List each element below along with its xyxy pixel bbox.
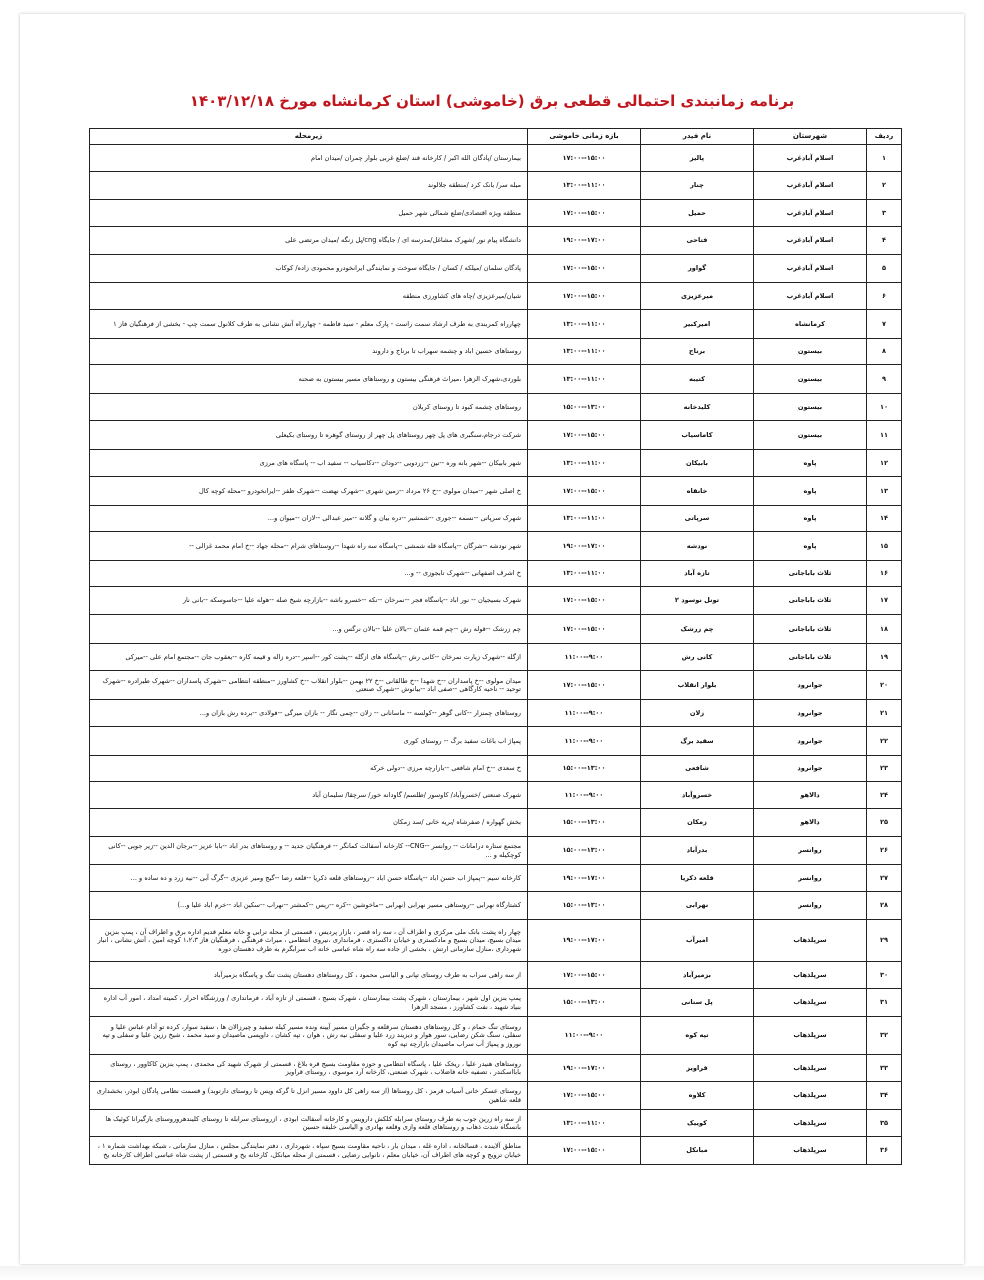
cell-area: کشتارگاه نهرابی --روستاهی مسیر نهرابی (نهرابی --ماخوشین --کره --ریس --کمشتر --نهراب --سکین اباد --خرم اباد علیا و...) <box>90 892 528 920</box>
document-page <box>20 14 964 1264</box>
cell-city: بیستون <box>754 365 867 394</box>
cell-row-no: ۲۴ <box>867 782 902 809</box>
cell-city: سرپلذهاب <box>754 989 867 1017</box>
cell-area: خ سعدی --خ امام شافعی --بازارچه مرزی --دولی خرکه <box>90 756 528 782</box>
cell-area: شهرک بسیجیان -- نور اباد --پاسگاه فجر --نمرخان --نکه --خسرو باشه --بازارچه شیخ صله --هوله علیا --جاسوسکه --بانی نار <box>90 587 528 615</box>
cell-city: ثلاث باباجانی <box>754 615 867 644</box>
cell-city: جوانرود <box>754 727 867 756</box>
cell-time: ۱۵:۰۰--۱۷:۰۰ <box>528 255 641 283</box>
cell-time: ۱۵:۰۰--۱۷:۰۰ <box>528 145 641 172</box>
table-row <box>90 310 902 339</box>
cell-city: سرپلذهاب <box>754 1082 867 1110</box>
cell-feeder: کاماسیاب <box>641 421 754 450</box>
cell-feeder: حمیل <box>641 200 754 227</box>
cell-area: شهر نودشه --شرگان --پاسگاه قله شمشی --پاسگاه سه راه شهدا --روستاهای شرام --محله جهاد --خ امام محمد غزالی -- <box>90 532 528 561</box>
cell-time: ۱۷:۰۰--۱۹:۰۰ <box>528 227 641 255</box>
cell-feeder: پل ستانی <box>641 989 754 1017</box>
cell-city: ثلاث باباجانی <box>754 561 867 587</box>
cell-time: ۱۷:۰۰--۱۹:۰۰ <box>528 920 641 962</box>
table-row <box>90 506 902 532</box>
table-row <box>90 283 902 310</box>
cell-row-no: ۱۱ <box>867 421 902 450</box>
cell-time: ۱۵:۰۰--۱۷:۰۰ <box>528 1137 641 1165</box>
outage-schedule-table <box>89 128 902 1165</box>
cell-feeder: تونل نوسود ۲ <box>641 587 754 615</box>
cell-row-no: ۲۶ <box>867 837 902 865</box>
cell-city: کرمانشاه <box>754 310 867 339</box>
cell-feeder: سرپاتی <box>641 506 754 532</box>
cell-feeder: فتاحی <box>641 227 754 255</box>
cell-feeder: بزمیرآباد <box>641 962 754 989</box>
cell-area: شرکت درجام،سنگبری های پل چهر روستاهای پل چهر از روستای گوهره تا روستای بکیعلی <box>90 421 528 450</box>
cell-area: از سه راه زرین جوب به طرف روستای سرابله کلکش دارویس و کارخانه آسفالت ابوذی ، ازروستای سرابله تا روستای کلیندهروروستای بازگیرانا کوئیک ها بانسگاه شدت ذهاب و روستاهای قلعه وازی وقلعه بهادری و الیاسی خلیفه حسین <box>90 1110 528 1137</box>
cell-feeder: زمکان <box>641 809 754 837</box>
cell-feeder: چنار <box>641 172 754 200</box>
cell-time: ۹:۰۰--۱۱:۰۰ <box>528 644 641 671</box>
cell-city: روانسر <box>754 892 867 920</box>
table-row <box>90 700 902 727</box>
cell-city: بیستون <box>754 421 867 450</box>
page-edge-shadow <box>0 1266 984 1280</box>
cell-feeder: چم زرشک <box>641 615 754 644</box>
table-row <box>90 339 902 365</box>
cell-row-no: ۹ <box>867 365 902 394</box>
table-row <box>90 172 902 200</box>
cell-feeder: خسروآباد <box>641 782 754 809</box>
cell-city: اسلام آبادغرب <box>754 172 867 200</box>
cell-city: بیستون <box>754 394 867 421</box>
cell-time: ۱۵:۰۰--۱۷:۰۰ <box>528 283 641 310</box>
cell-area: روستاهای چشمه کبود تا روستای کربلان <box>90 394 528 421</box>
table-row <box>90 200 902 227</box>
cell-time: ۱۳:۰۰--۱۵:۰۰ <box>528 837 641 865</box>
cell-row-no: ۱ <box>867 145 902 172</box>
cell-feeder: کتیبه <box>641 365 754 394</box>
cell-area: پادگان سلمان /میلکه / کسان / جایگاه سوخت و نمایندگی ایرانخودرو محمودی زاده/ کوکاب <box>90 255 528 283</box>
cell-row-no: ۲۷ <box>867 865 902 892</box>
table-body <box>90 145 902 1165</box>
cell-time: ۹:۰۰--۱۱:۰۰ <box>528 782 641 809</box>
cell-row-no: ۷ <box>867 310 902 339</box>
cell-area: چهارراه کمربندی به طرف ارشاد سمت راست - پارک معلم - سید فاطمه - چهارراه آتش نشانی به طرف کلانول سمت چپ - بخشی از فرهنگیان فاز ۱ <box>90 310 528 339</box>
cell-row-no: ۴ <box>867 227 902 255</box>
table-row <box>90 1137 902 1165</box>
table-row <box>90 255 902 283</box>
cell-time: ۹:۰۰--۱۱:۰۰ <box>528 700 641 727</box>
table-row <box>90 671 902 700</box>
cell-city: جوانرود <box>754 700 867 727</box>
cell-area: شهر بابیکان --شهر بانه وره --نین --زردویی --دودان --دکاسیاب -- سفید اب -- پاسگاه های مرزی <box>90 450 528 477</box>
cell-area: بخش گهواره / صفرشاه /بریه خانی /سد زمکان <box>90 809 528 837</box>
cell-row-no: ۲۱ <box>867 700 902 727</box>
header-row-no: ردیف <box>867 129 902 145</box>
cell-row-no: ۳۳ <box>867 1055 902 1082</box>
table-row <box>90 477 902 506</box>
cell-city: سرپلذهاب <box>754 920 867 962</box>
cell-feeder: زلان <box>641 700 754 727</box>
cell-row-no: ۲۲ <box>867 727 902 756</box>
cell-feeder: امیرکبیر <box>641 310 754 339</box>
cell-row-no: ۳۲ <box>867 1017 902 1055</box>
cell-time: ۱۵:۰۰--۱۷:۰۰ <box>528 962 641 989</box>
table-row <box>90 1110 902 1137</box>
header-time: بازه زمانی خاموشی <box>528 129 641 145</box>
cell-area: پمپ بنزین اول شهر ، بیمارستان ، شهرک پشت بیمارستان ، شهرک بسیج ، قسمتی از تازه آباد ، فرمانداری / ورزشگاه احرار ، کمیته امداد ، امور آب اداره بنیاد شهید ، نفت کشاورز ، مسجد الزهرا <box>90 989 528 1017</box>
cell-time: ۱۷:۰۰--۱۹:۰۰ <box>528 1055 641 1082</box>
cell-city: جوانرود <box>754 671 867 700</box>
cell-area: روستاهای هنیدر علیا ، ریخک علیا ، پاسگاه انتظامی و حوزه مقاومت بسیج قره بلاغ ، قسمتی از شهرک شهید کی محمدی ، پمپ بنزین کاکاوور ، روستای بابااسکندر ، تصفیه خانه فاضلاب ، شهرک صنعتی، کارخانه آرد موسوی ، روستای قراویز <box>90 1055 528 1082</box>
table-row <box>90 962 902 989</box>
cell-row-no: ۲۸ <box>867 892 902 920</box>
cell-city: جوانرود <box>754 756 867 782</box>
cell-feeder: مبانکل <box>641 1137 754 1165</box>
cell-city: ثلاث باباجانی <box>754 587 867 615</box>
cell-city: پاوه <box>754 477 867 506</box>
cell-feeder: گواور <box>641 255 754 283</box>
cell-time: ۱۱:۰۰--۱۳:۰۰ <box>528 172 641 200</box>
cell-time: ۱۷:۰۰--۱۹:۰۰ <box>528 865 641 892</box>
cell-row-no: ۱۳ <box>867 477 902 506</box>
cell-time: ۱۱:۰۰--۱۳:۰۰ <box>528 365 641 394</box>
table-row <box>90 989 902 1017</box>
table-row <box>90 145 902 172</box>
cell-feeder: امیرآب <box>641 920 754 962</box>
table-row <box>90 1017 902 1055</box>
cell-feeder: قراویز <box>641 1055 754 1082</box>
table-row <box>90 421 902 450</box>
cell-area: ازگله --شهرک زیارت نمرخان --کانی رش --پاسگاه های ازگله --پشت کور --اسپر --دره زاله و قیمه کاره --یعقوب جان --مجتمع امام علی --میرکی <box>90 644 528 671</box>
table-row <box>90 394 902 421</box>
cell-row-no: ۱۴ <box>867 506 902 532</box>
cell-area: میله سر/ بانک کرد /منطقه جلالوند <box>90 172 528 200</box>
table-row <box>90 1082 902 1110</box>
cell-time: ۱۵:۰۰--۱۷:۰۰ <box>528 421 641 450</box>
cell-feeder: کلیدخانه <box>641 394 754 421</box>
cell-area: چم زرشک --قوله رش --چم قمه عثمان --بالان علیا --بالان نرگس و... <box>90 615 528 644</box>
cell-feeder: نهرابی <box>641 892 754 920</box>
cell-area: روستاهای حسین اباد و چشمه سهراب تا برناج و داروند <box>90 339 528 365</box>
cell-time: ۱۱:۰۰--۱۳:۰۰ <box>528 506 641 532</box>
cell-time: ۹:۰۰--۱۱:۰۰ <box>528 1017 641 1055</box>
cell-row-no: ۳۶ <box>867 1137 902 1165</box>
cell-feeder: کوییک <box>641 1110 754 1137</box>
cell-city: دالاهو <box>754 782 867 809</box>
cell-city: روانسر <box>754 865 867 892</box>
cell-city: سرپلذهاب <box>754 1137 867 1165</box>
cell-feeder: سفید برگ <box>641 727 754 756</box>
table-row <box>90 865 902 892</box>
cell-row-no: ۶ <box>867 283 902 310</box>
cell-city: اسلام آبادغرب <box>754 227 867 255</box>
cell-area: دانشگاه پیام نور /شهرک مشاغل/مدرسه ای / جایگاه cng/پل زنگه /میدان مرتضی علی <box>90 227 528 255</box>
table-row <box>90 756 902 782</box>
table-row <box>90 450 902 477</box>
cell-city: بیستون <box>754 339 867 365</box>
cell-time: ۱۷:۰۰--۱۹:۰۰ <box>528 532 641 561</box>
cell-time: ۱۳:۰۰--۱۵:۰۰ <box>528 756 641 782</box>
cell-city: اسلام آبادغرب <box>754 255 867 283</box>
cell-city: اسلام آبادغرب <box>754 200 867 227</box>
cell-feeder: پالیز <box>641 145 754 172</box>
cell-time: ۱۵:۰۰--۱۷:۰۰ <box>528 671 641 700</box>
table-row <box>90 809 902 837</box>
header-area: زیرمحله <box>90 129 528 145</box>
cell-feeder: کلاوه <box>641 1082 754 1110</box>
cell-time: ۱۵:۰۰--۱۷:۰۰ <box>528 587 641 615</box>
cell-row-no: ۲۰ <box>867 671 902 700</box>
cell-feeder: بدرآباد <box>641 837 754 865</box>
cell-time: ۱۱:۰۰--۱۳:۰۰ <box>528 1110 641 1137</box>
cell-time: ۱۳:۰۰--۱۵:۰۰ <box>528 989 641 1017</box>
cell-city: اسلام آبادغرب <box>754 145 867 172</box>
cell-area: خ اصلی شهر --میدان مولوی --خ ۲۶ مرداد --زمین شهری --شهرک نهضت --شهرک ظفر --ایرانخودرو --محله کوچه کال <box>90 477 528 506</box>
cell-row-no: ۲۳ <box>867 756 902 782</box>
cell-city: سرپلذهاب <box>754 962 867 989</box>
table-row <box>90 615 902 644</box>
table-row <box>90 1055 902 1082</box>
cell-area: منطقه ویژه اقتصادی/ضلع شمالی شهر حمیل <box>90 200 528 227</box>
cell-city: روانسر <box>754 837 867 865</box>
cell-feeder: نودشه <box>641 532 754 561</box>
cell-city: سرپلذهاب <box>754 1017 867 1055</box>
cell-time: ۱۵:۰۰--۱۷:۰۰ <box>528 615 641 644</box>
cell-time: ۱۵:۰۰--۱۷:۰۰ <box>528 1082 641 1110</box>
cell-area: از سه راهی سراب به طرف روستای تپانی و الیاسی محمود ، کل روستاهای دهستان پشت تنگ و پاسگاه بزمیرآباد <box>90 962 528 989</box>
cell-area: مناطق آلاینده ، قسالخانه ، اداره غله ، میدان بار ، ناحیه مقاومت بسیج سپاه ، شهرداری ، دفتر نمایندگی مجلس ، منازل سازمانی ، شبکه بهداشت شماره ۱ ، خیابان ترویج و کوچه های اطراف آن، خیابان معلم ، نانوایی رضایی ، قسمتی از محله میانکل، کارخانه یخ و قسمتی از پشت شاه عباسی اطراف کارخانه یخ <box>90 1137 528 1165</box>
cell-row-no: ۲۵ <box>867 809 902 837</box>
cell-area: بیمارستان /پادگان الله اکبر / کارخانه قند /ضلع غربی بلوار چمران /میدان امام <box>90 145 528 172</box>
cell-row-no: ۵ <box>867 255 902 283</box>
table-header-row <box>90 129 902 145</box>
cell-time: ۱۱:۰۰--۱۳:۰۰ <box>528 450 641 477</box>
table-row <box>90 561 902 587</box>
table-row <box>90 837 902 865</box>
table-row <box>90 920 902 962</box>
cell-feeder: بلوار انقلاب <box>641 671 754 700</box>
table-row <box>90 587 902 615</box>
cell-feeder: تازه آباد <box>641 561 754 587</box>
cell-area: شیان/میرعزیزی /چاه های کشاورزی منطقه <box>90 283 528 310</box>
cell-row-no: ۱۵ <box>867 532 902 561</box>
cell-time: ۱۵:۰۰--۱۷:۰۰ <box>528 200 641 227</box>
cell-time: ۱۳:۰۰--۱۵:۰۰ <box>528 892 641 920</box>
table-row <box>90 892 902 920</box>
cell-row-no: ۳۵ <box>867 1110 902 1137</box>
cell-row-no: ۳ <box>867 200 902 227</box>
header-city: شهرستان <box>754 129 867 145</box>
cell-row-no: ۳۰ <box>867 962 902 989</box>
cell-area: خ اشرف اصفهانی --شهرک تابجوزی -- و... <box>90 561 528 587</box>
cell-area: مجتمع ستاره درامانات -- روانسر --CNG-- کارخانه آسفالت کمانگر -- فرهنگیان جدید -- و روستاهای بدر اباد --بابا عزیز --برجان الدین --زیر جوبی --کانی کوچکیله و ... <box>90 837 528 865</box>
cell-time: ۱۱:۰۰--۱۳:۰۰ <box>528 561 641 587</box>
cell-time: ۱۳:۰۰--۱۵:۰۰ <box>528 809 641 837</box>
table-row <box>90 227 902 255</box>
cell-time: ۱۵:۰۰--۱۷:۰۰ <box>528 477 641 506</box>
cell-area: میدان مولوی --خ پاسداران --خ شهدا --خ طالقانی --خ ۲۲ بهمن --بلوار انقلاب --خ کشاورز --منطقه انتظامی --شهرک پاسداران --شهرک طیرادره --شهرک توحید -- ناحیه کارگاهی --صفی اباد --بیانوش --شهرک صنعتی <box>90 671 528 700</box>
cell-feeder: خانقاه <box>641 477 754 506</box>
cell-row-no: ۲ <box>867 172 902 200</box>
cell-area: چهار راه پشت بانک ملی مرکزی و اطراف آن ، سه راه قصر ، بازار پردیس ، قسمتی از محله ترابی و خانه معلم قدیم اداره برق و اطراف آن ، پمپ بنزین میدان بسیج، میدان بسیج و مادکستری و خیابان داکستری ، فرمانداری ،نیروی انتظامی ، میراث فرهنگی ، فرهنگیان فاز ۱،۲،۳ کوچه امین ، آتش نشانی ، انبار شهرداری ،منازل سازمانی ارتش ، بخشی از جاده سه راه شاه عباسی خانه اب سرابگرم به طرف دهستان دوره <box>90 920 528 962</box>
cell-row-no: ۱۶ <box>867 561 902 587</box>
cell-feeder: تپه کوه <box>641 1017 754 1055</box>
cell-city: ثلاث باباجانی <box>754 644 867 671</box>
cell-area: شهرک سرپاتی --نسمه --جوری --شمشیر --دره بیان و گلانه --میر عبدالی --لازان --میوان و... <box>90 506 528 532</box>
cell-city: پاوه <box>754 450 867 477</box>
cell-row-no: ۱۹ <box>867 644 902 671</box>
cell-time: ۱۱:۰۰--۱۳:۰۰ <box>528 339 641 365</box>
cell-feeder: کانی رش <box>641 644 754 671</box>
cell-row-no: ۱۰ <box>867 394 902 421</box>
document-title: برنامه زمانبندی احتمالی قطعی برق (خاموشی) استان کرمانشاه مورخ ۱۴۰۳/۱۲/۱۸ <box>189 92 795 110</box>
cell-city: سرپلذهاب <box>754 1110 867 1137</box>
cell-row-no: ۳۴ <box>867 1082 902 1110</box>
cell-row-no: ۲۹ <box>867 920 902 962</box>
cell-feeder: برناج <box>641 339 754 365</box>
cell-area: روستاهای چمنزار --کانی گوهر --کولسه -- ماسانانی -- زلان --چمی نگار -- بازان میرگی --فولادی --برده رش بازان و... <box>90 700 528 727</box>
cell-feeder: بابیکان <box>641 450 754 477</box>
cell-row-no: ۱۲ <box>867 450 902 477</box>
cell-city: اسلام آبادغرب <box>754 283 867 310</box>
table-row <box>90 782 902 809</box>
table-row <box>90 644 902 671</box>
cell-feeder: قلعه ذکریا <box>641 865 754 892</box>
cell-area: شهرک صنعتی /خسروآباد/ کاوسور /طلسم/ گاودانه خور/ سرچقا/ سلیمان آباد <box>90 782 528 809</box>
cell-row-no: ۳۱ <box>867 989 902 1017</box>
cell-row-no: ۱۸ <box>867 615 902 644</box>
cell-time: ۱۱:۰۰--۱۳:۰۰ <box>528 310 641 339</box>
cell-area: پمپاژ اب باغات سفید برگ -- روستای کوری <box>90 727 528 756</box>
cell-time: ۹:۰۰--۱۱:۰۰ <box>528 727 641 756</box>
cell-area: روستای تنگ حمام ، و کل روستاهای دهستان سرقلعه و جگیران مسیر آیینه ونده مسیر کیله سفید و چیرزالان ها ، سفید سوار، کرده تو آدام عباس علیا و سفلی، سنگ شکن رضایی، سور هوار و دیزیند زرد علیا و سفلی نیه رش ، هوان ، تپه کشان ، داوپسی ماصیدان و سید محمد ، شیخ رزین علیا و سفلی و تپه نوروز و پمپاژ آب سراب ماصیدان بازارچه تپه کوه <box>90 1017 528 1055</box>
cell-feeder: میرعزیزی <box>641 283 754 310</box>
cell-city: دالاهو <box>754 809 867 837</box>
cell-area: بلوردی،شهرک الزهرا ،میراث فرهنگی بیستون و روستاهای مسیر بیستون به صحنه <box>90 365 528 394</box>
cell-area: روستای عسکر خانی آسیاب قرمز ، کل روستاها (از سه راهی کل داوود مسیر انزل تا گرکه ویس تا روستای دارتوبد) و قسمت نظامی پادگان ابوذر، بخشداری قلعه شاهین <box>90 1082 528 1110</box>
cell-city: سرپلذهاب <box>754 1055 867 1082</box>
cell-area: کارخانه سیم --پمپاژ اب حسن اباد --پاسگاه حسن اباد --روستاهای قلعه ذکریا --قلعه رضا --گیج ومیر عزیزی --گرگ آبی --نیه زرد و ده ساده و ... <box>90 865 528 892</box>
cell-city: پاوه <box>754 532 867 561</box>
cell-feeder: شافعی <box>641 756 754 782</box>
table-row <box>90 532 902 561</box>
table-row <box>90 365 902 394</box>
header-feeder: نام فیدر <box>641 129 754 145</box>
table-row <box>90 727 902 756</box>
cell-row-no: ۸ <box>867 339 902 365</box>
cell-time: ۱۳:۰۰--۱۵:۰۰ <box>528 394 641 421</box>
cell-row-no: ۱۷ <box>867 587 902 615</box>
cell-city: پاوه <box>754 506 867 532</box>
